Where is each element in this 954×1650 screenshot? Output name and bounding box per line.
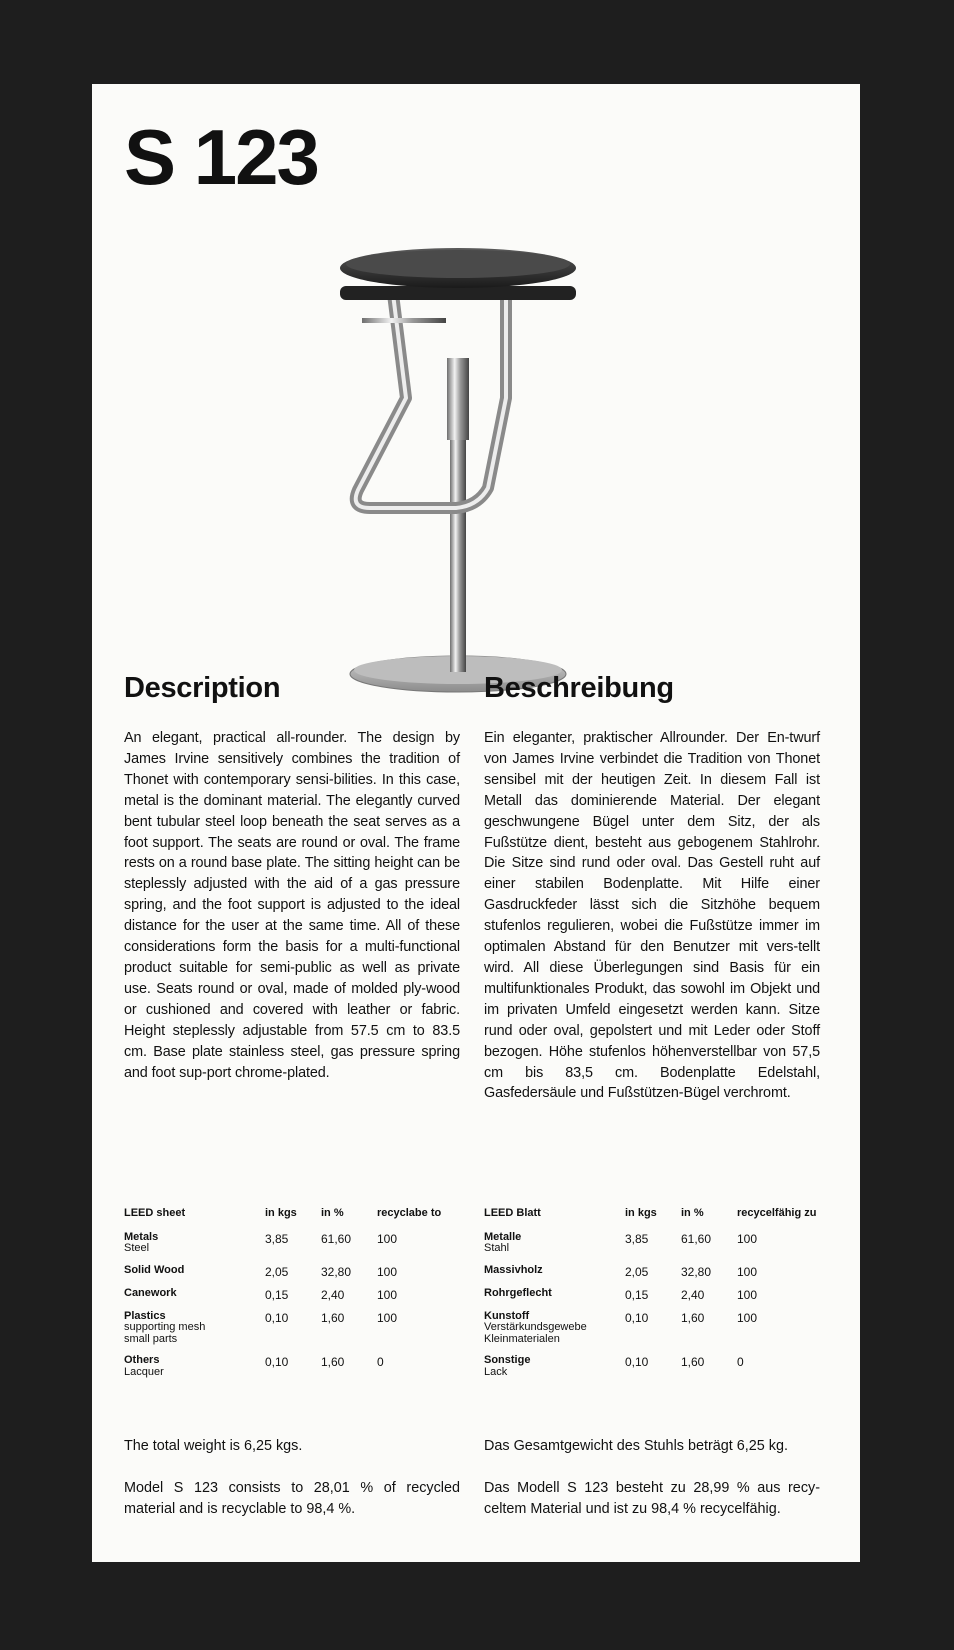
total-weight-german: Das Gesamtgewicht des Stuhls beträgt 6,25 kg. <box>484 1438 788 1454</box>
header-percent: in % <box>321 1207 344 1219</box>
table-header-row <box>484 1208 825 1232</box>
header-kgs: in kgs <box>265 1207 297 1219</box>
table-row <box>484 1355 825 1388</box>
table-row <box>124 1311 465 1356</box>
product-title: S 123 <box>124 113 318 201</box>
german-column <box>484 84 820 705</box>
description-heading: Description <box>124 672 281 704</box>
table-row <box>124 1265 465 1288</box>
leed-table-german <box>484 1208 825 1388</box>
percent-value: 32,80 <box>321 1264 352 1279</box>
percent-value: 2,40 <box>681 1287 705 1302</box>
product-sheet <box>92 84 860 1562</box>
percent-value: 1,60 <box>681 1310 705 1325</box>
recyclable-value: 100 <box>737 1231 758 1246</box>
english-column <box>124 84 460 705</box>
recyclable-value: 100 <box>737 1264 758 1279</box>
recyclable-value: 0 <box>737 1355 744 1369</box>
total-weight-english: The total weight is 6,25 kgs. <box>124 1438 303 1454</box>
table-header-row <box>124 1208 465 1232</box>
material-name: Others <box>124 1354 160 1366</box>
material-sub: Lack <box>484 1365 508 1378</box>
material-name: Solid Wood <box>124 1263 185 1276</box>
kgs-value: 0,10 <box>625 1355 649 1369</box>
material-sub: Lacquer <box>124 1365 164 1378</box>
table-row <box>124 1232 465 1265</box>
material-name: Metalle <box>484 1230 522 1243</box>
kgs-value: 0,15 <box>625 1287 649 1302</box>
kgs-value: 2,05 <box>265 1264 289 1279</box>
material-name: Metals <box>124 1230 159 1243</box>
table-row <box>484 1311 825 1356</box>
recyclable-value: 100 <box>737 1310 758 1325</box>
recyclable-value: 100 <box>377 1287 398 1302</box>
header-kgs: in kgs <box>625 1207 657 1219</box>
percent-value: 1,60 <box>681 1355 705 1369</box>
description-text: An elegant, practical all-rounder. The design by James Irvine sensitively combines the tradition of Thonet with contemporary sensi-bilities. In this case, metal is the dominant material. The elegantly curved bent tubular steel loop beneath the seat serves as a foot support. The seats are round or oval. The frame rests on a round base plate. The sitting height can be steplessly adjusted with the aid of a gas pressure spring, and the foot support is adjusted to the ideal distance for the user at the same time. All of these considerations form the basis for a multi-functional product suitable for semi-public as well as private use. Seats round or oval, made of molded ply-wood or cushioned and covered with leather or fabric. Height steplessly adjustable from 57.5 cm to 83.5 cm. Base plate stainless steel, gas pressure spring and foot sup-port chrome-plated. <box>124 730 460 1081</box>
percent-value: 2,40 <box>321 1287 345 1302</box>
header-material: LEED sheet <box>124 1207 186 1219</box>
kgs-value: 2,05 <box>625 1264 649 1279</box>
recyclable-value: 0 <box>377 1355 384 1369</box>
header-material: LEED Blatt <box>484 1207 541 1219</box>
material-name: Massivholz <box>484 1263 543 1276</box>
recyclable-value: 100 <box>377 1264 398 1279</box>
table-row <box>124 1288 465 1311</box>
kgs-value: 0,10 <box>265 1310 289 1325</box>
material-sub: Steel <box>124 1242 150 1254</box>
material-name: Sonstige <box>484 1354 531 1366</box>
beschreibung-heading: Beschreibung <box>484 672 674 704</box>
table-row <box>484 1232 825 1265</box>
recyclable-value: 100 <box>377 1310 398 1325</box>
recycled-note-english: Model S 123 consists to 28,01 % of recycled material and is recyclable to 98,4 %. <box>124 1480 460 1517</box>
material-name: Canework <box>124 1286 177 1299</box>
header-recyclable: recycelfähig zu <box>737 1207 817 1219</box>
header-recyclable: recyclabe to <box>377 1207 442 1219</box>
percent-value: 1,60 <box>321 1310 345 1325</box>
percent-value: 61,60 <box>681 1231 712 1246</box>
kgs-value: 0,10 <box>265 1355 289 1369</box>
header-percent: in % <box>681 1207 704 1219</box>
beschreibung-text: Ein eleganter, praktischer Allrounder. Der En-twurf von James Irvine verbindet die Tradition von Thonet sensibel mit der heutigen Zeit. In diesem Fall ist Metall das dominierende Material. Der elegant geschwungene Bügel unter dem Sitz, der als Fußstütze dient, besteht aus gebogenem Stahlrohr. Die Sitze sind rund oder oval. Das Gestell ruht auf einer stabilen Bodenplatte. Mit Hilfe einer Gasdruckfeder lässt sich die Sitzhöhe bequem stufenlos regulieren, wobei die Fußstütze immer im optimalen Abstand für den Benutzer mit vers-tellt wird. All diese Überlegungen sind Basis für ein multifunktionales Produkt, das sowohl im Objekt und im privaten Umfeld eingesetzt werden kann. Sitze rund oder oval, gepolstert und mit Leder oder Stoff bezogen. Höhe stufenlos höhenverstellbar von 57,5 cm bis 83,5 cm. Bodenplatte Edelstahl, Gasfedersäule und Fußstützen-Bügel verchromt. <box>484 730 820 1102</box>
percent-value: 32,80 <box>681 1264 712 1279</box>
kgs-value: 3,85 <box>625 1231 649 1246</box>
kgs-value: 0,15 <box>265 1287 289 1302</box>
recycled-note-german: Das Modell S 123 besteht zu 28,99 % aus recy-celtem Material und ist zu 98,4 % recycelfähig. <box>484 1480 820 1517</box>
material-sub: Stahl <box>484 1242 510 1254</box>
table-row <box>484 1265 825 1288</box>
material-sub: supporting mesh small parts <box>124 1321 206 1345</box>
material-name: Plastics <box>124 1309 166 1322</box>
table-row <box>124 1355 465 1388</box>
kgs-value: 3,85 <box>265 1231 289 1246</box>
recyclable-value: 100 <box>737 1287 758 1302</box>
material-name: Rohrgeflecht <box>484 1286 552 1299</box>
table-row <box>484 1288 825 1311</box>
percent-value: 1,60 <box>321 1355 345 1369</box>
recyclable-value: 100 <box>377 1231 398 1246</box>
kgs-value: 0,10 <box>625 1310 649 1325</box>
leed-table-english <box>124 1208 465 1388</box>
material-sub: Verstärkundsgewebe Kleinmaterialen <box>484 1321 587 1345</box>
percent-value: 61,60 <box>321 1231 352 1246</box>
material-name: Kunstoff <box>484 1309 530 1322</box>
